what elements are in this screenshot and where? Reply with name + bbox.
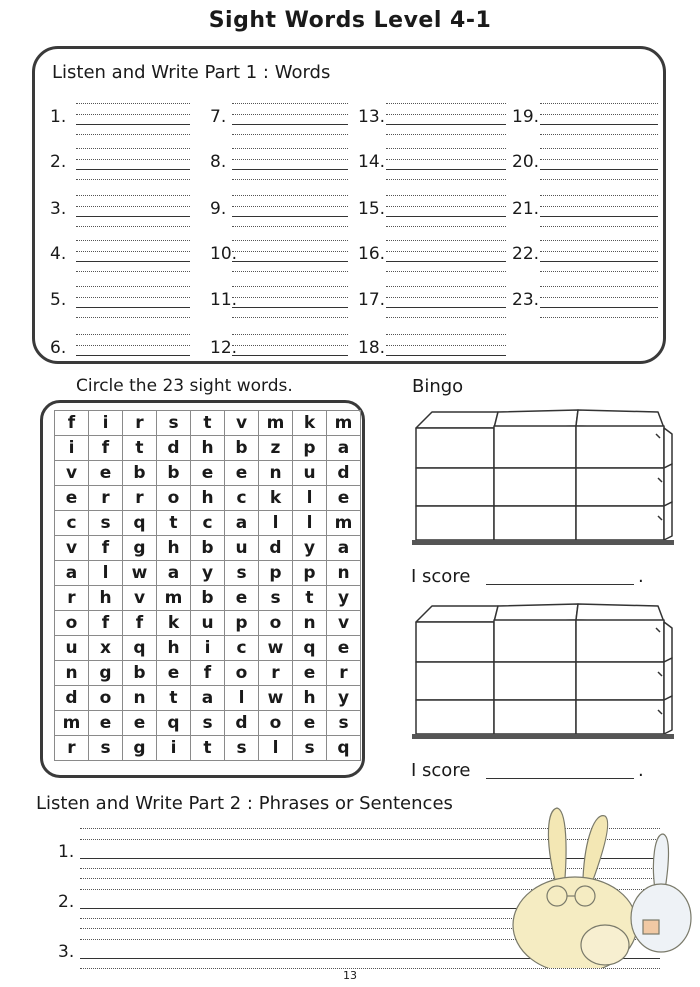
guide-line-dotted: [76, 159, 190, 160]
answer-line[interactable]: [232, 216, 348, 217]
grid-cell[interactable]: m: [259, 411, 293, 436]
grid-cell[interactable]: o: [259, 711, 293, 736]
grid-cell[interactable]: h: [191, 486, 225, 511]
bingo-board-1: [408, 404, 676, 554]
answer-line[interactable]: [540, 124, 658, 125]
guide-line-dotted: [540, 297, 658, 298]
grid-cell[interactable]: e: [89, 461, 123, 486]
grid-cell[interactable]: o: [259, 611, 293, 636]
grid-cell[interactable]: d: [225, 711, 259, 736]
guide-line-dotted: [540, 226, 658, 227]
answer-line[interactable]: [386, 261, 506, 262]
part1-item-number: 1.: [50, 107, 67, 127]
grid-cell[interactable]: t: [191, 736, 225, 761]
grid-cell[interactable]: r: [123, 411, 157, 436]
grid-cell[interactable]: e: [327, 636, 361, 661]
guide-line-dotted: [76, 240, 190, 241]
part2-item-number: 1.: [58, 842, 75, 862]
grid-cell[interactable]: y: [327, 586, 361, 611]
grid-cell[interactable]: q: [123, 636, 157, 661]
guide-line-dotted: [386, 317, 506, 318]
grid-cell[interactable]: h: [89, 586, 123, 611]
answer-line[interactable]: [232, 261, 348, 262]
grid-cell[interactable]: i: [191, 636, 225, 661]
grid-cell[interactable]: w: [259, 686, 293, 711]
guide-line-dotted: [386, 286, 506, 287]
part1-item-number: 15.: [358, 199, 386, 219]
guide-line-dotted: [232, 251, 348, 252]
part1-item-number: 17.: [358, 290, 386, 310]
guide-line-dotted: [76, 334, 190, 335]
grid-cell[interactable]: h: [293, 686, 327, 711]
grid-cell[interactable]: r: [89, 486, 123, 511]
answer-line[interactable]: [76, 355, 190, 356]
grid-cell[interactable]: u: [191, 611, 225, 636]
guide-line-dotted: [232, 334, 348, 335]
part1-item-number: 16.: [358, 244, 386, 264]
guide-line-dotted: [540, 251, 658, 252]
grid-cell[interactable]: p: [293, 561, 327, 586]
guide-line-dotted: [76, 148, 190, 149]
grid-cell[interactable]: f: [55, 411, 89, 436]
grid-cell[interactable]: l: [293, 511, 327, 536]
guide-line-dotted: [386, 240, 506, 241]
grid-cell[interactable]: s: [89, 736, 123, 761]
answer-line[interactable]: [232, 307, 348, 308]
answer-line[interactable]: [386, 124, 506, 125]
answer-line[interactable]: [540, 307, 658, 308]
part2-heading: Listen and Write Part 2 : Phrases or Sentences: [36, 793, 453, 814]
grid-cell[interactable]: s: [259, 586, 293, 611]
grid-cell[interactable]: p: [259, 561, 293, 586]
grid-row: [55, 586, 361, 611]
grid-cell[interactable]: e: [89, 711, 123, 736]
guide-line-dotted: [76, 271, 190, 272]
grid-cell[interactable]: f: [89, 436, 123, 461]
grid-cell[interactable]: g: [123, 736, 157, 761]
part1-item-number: 10.: [210, 244, 238, 264]
grid-cell[interactable]: a: [225, 511, 259, 536]
guide-line-dotted: [232, 195, 348, 196]
guide-line-dotted: [232, 103, 348, 104]
grid-cell[interactable]: s: [327, 711, 361, 736]
guide-line-dotted: [540, 134, 658, 135]
grid-row: [55, 411, 361, 436]
grid-cell[interactable]: c: [191, 511, 225, 536]
score-line-1[interactable]: [486, 584, 634, 585]
page-number: 13: [343, 969, 357, 982]
guide-line-dotted: [540, 240, 658, 241]
grid-cell[interactable]: b: [191, 536, 225, 561]
grid-cell[interactable]: h: [191, 436, 225, 461]
guide-line-dotted: [540, 271, 658, 272]
part1-item-number: 22.: [512, 244, 540, 264]
guide-line-dotted: [76, 317, 190, 318]
grid-cell[interactable]: k: [259, 486, 293, 511]
guide-line-dotted: [386, 226, 506, 227]
grid-cell[interactable]: d: [55, 686, 89, 711]
part1-item-number: 14.: [358, 152, 386, 172]
grid-cell[interactable]: q: [327, 736, 361, 761]
grid-cell[interactable]: p: [225, 611, 259, 636]
part1-item-number: 7.: [210, 107, 227, 127]
guide-line-dotted: [232, 226, 348, 227]
guide-line-dotted: [76, 226, 190, 227]
grid-cell[interactable]: n: [293, 611, 327, 636]
grid-row: [55, 536, 361, 561]
grid-cell[interactable]: l: [225, 686, 259, 711]
grid-cell[interactable]: s: [89, 511, 123, 536]
grid-cell[interactable]: d: [157, 436, 191, 461]
guide-line-dotted: [76, 134, 190, 135]
guide-line-dotted: [232, 148, 348, 149]
grid-cell[interactable]: k: [293, 411, 327, 436]
grid-row: [55, 736, 361, 761]
answer-line[interactable]: [232, 124, 348, 125]
grid-cell[interactable]: v: [123, 586, 157, 611]
guide-line-dotted: [386, 251, 506, 252]
grid-cell[interactable]: o: [225, 661, 259, 686]
part1-item-number: 18.: [358, 338, 386, 358]
guide-line-dotted: [540, 148, 658, 149]
guide-line-dotted: [540, 317, 658, 318]
grid-cell[interactable]: i: [157, 736, 191, 761]
grid-cell[interactable]: w: [259, 636, 293, 661]
part1-item-number: 3.: [50, 199, 67, 219]
guide-line-dotted: [232, 345, 348, 346]
grid-row: [55, 611, 361, 636]
grid-cell[interactable]: e: [293, 711, 327, 736]
grid-cell[interactable]: b: [123, 461, 157, 486]
answer-line[interactable]: [386, 169, 506, 170]
answer-line[interactable]: [76, 124, 190, 125]
guide-line-dotted: [232, 286, 348, 287]
part1-heading: Listen and Write Part 1 : Words: [52, 62, 331, 83]
grid-cell[interactable]: s: [225, 736, 259, 761]
grid-cell[interactable]: v: [225, 411, 259, 436]
grid-cell[interactable]: r: [259, 661, 293, 686]
answer-line[interactable]: [76, 216, 190, 217]
bingo-board-2: [408, 598, 676, 748]
grid-cell[interactable]: e: [225, 586, 259, 611]
grid-row: [55, 461, 361, 486]
guide-line-dotted: [76, 251, 190, 252]
grid-row: [55, 436, 361, 461]
grid-cell[interactable]: e: [55, 486, 89, 511]
part1-item-number: 8.: [210, 152, 227, 172]
grid-cell[interactable]: y: [191, 561, 225, 586]
part1-item-number: 9.: [210, 199, 227, 219]
guide-line-dotted: [232, 179, 348, 180]
grid-cell[interactable]: o: [89, 686, 123, 711]
guide-line-dotted: [232, 134, 348, 135]
grid-cell[interactable]: g: [123, 536, 157, 561]
answer-line[interactable]: [76, 307, 190, 308]
part1-item-number: 21.: [512, 199, 540, 219]
grid-cell[interactable]: c: [225, 636, 259, 661]
grid-cell[interactable]: n: [123, 686, 157, 711]
grid-cell[interactable]: e: [293, 661, 327, 686]
grid-cell[interactable]: r: [123, 486, 157, 511]
grid-cell[interactable]: b: [191, 586, 225, 611]
grid-cell[interactable]: u: [293, 461, 327, 486]
grid-cell[interactable]: l: [259, 736, 293, 761]
guide-line-dotted: [386, 206, 506, 207]
score-line-2[interactable]: [486, 778, 634, 779]
grid-cell[interactable]: c: [55, 511, 89, 536]
grid-cell[interactable]: p: [293, 436, 327, 461]
guide-line-dotted: [540, 206, 658, 207]
grid-row: [55, 686, 361, 711]
answer-line[interactable]: [386, 307, 506, 308]
grid-row: [55, 711, 361, 736]
part1-item-number: 23.: [512, 290, 540, 310]
guide-line-dotted: [540, 195, 658, 196]
grid-cell[interactable]: e: [123, 711, 157, 736]
guide-line-dotted: [386, 297, 506, 298]
guide-line-dotted: [386, 271, 506, 272]
grid-cell[interactable]: d: [259, 536, 293, 561]
worksheet-title: Sight Words Level 4-1: [208, 8, 492, 33]
guide-line-dotted: [386, 345, 506, 346]
grid-cell[interactable]: g: [89, 661, 123, 686]
guide-line-dotted: [76, 345, 190, 346]
answer-line[interactable]: [540, 216, 658, 217]
part2-item-number: 2.: [58, 892, 75, 912]
grid-cell[interactable]: t: [191, 411, 225, 436]
grid-cell[interactable]: b: [123, 661, 157, 686]
grid-cell[interactable]: u: [55, 636, 89, 661]
guide-line-dotted: [76, 179, 190, 180]
grid-cell[interactable]: t: [293, 586, 327, 611]
grid-cell[interactable]: e: [157, 661, 191, 686]
grid-cell[interactable]: k: [157, 611, 191, 636]
score-period-1: .: [638, 566, 644, 587]
grid-cell[interactable]: b: [225, 436, 259, 461]
score-label-2: I score: [411, 760, 471, 781]
grid-cell[interactable]: q: [293, 636, 327, 661]
grid-cell[interactable]: a: [327, 436, 361, 461]
guide-line-dotted: [76, 114, 190, 115]
grid-cell[interactable]: e: [191, 461, 225, 486]
grid-cell[interactable]: t: [157, 511, 191, 536]
wordsearch-heading: Circle the 23 sight words.: [76, 376, 293, 396]
grid-cell[interactable]: f: [123, 611, 157, 636]
grid-cell[interactable]: e: [327, 486, 361, 511]
answer-line[interactable]: [232, 355, 348, 356]
grid-row: [55, 661, 361, 686]
grid-cell[interactable]: s: [191, 711, 225, 736]
part1-item-number: 2.: [50, 152, 67, 172]
grid-cell[interactable]: m: [327, 511, 361, 536]
guide-line-dotted: [386, 103, 506, 104]
grid-cell[interactable]: h: [157, 636, 191, 661]
answer-line[interactable]: [540, 261, 658, 262]
grid-cell[interactable]: z: [259, 436, 293, 461]
guide-line-dotted: [540, 114, 658, 115]
grid-cell[interactable]: m: [327, 411, 361, 436]
part2-item-number: 3.: [58, 942, 75, 962]
guide-line-dotted: [232, 159, 348, 160]
grid-cell[interactable]: a: [55, 561, 89, 586]
guide-line-dotted: [540, 103, 658, 104]
answer-line[interactable]: [386, 355, 506, 356]
guide-line-dotted: [386, 114, 506, 115]
part1-item-number: 4.: [50, 244, 67, 264]
grid-cell[interactable]: i: [55, 436, 89, 461]
grid-cell[interactable]: o: [55, 611, 89, 636]
answer-line[interactable]: [76, 261, 190, 262]
grid-row: [55, 561, 361, 586]
guide-line-dotted: [232, 317, 348, 318]
grid-cell[interactable]: r: [327, 661, 361, 686]
grid-row: [55, 486, 361, 511]
grid-cell[interactable]: l: [293, 486, 327, 511]
grid-cell[interactable]: n: [55, 661, 89, 686]
guide-line-dotted: [76, 103, 190, 104]
bingo-heading: Bingo: [412, 376, 464, 397]
grid-cell[interactable]: r: [55, 586, 89, 611]
part1-item-number: 5.: [50, 290, 67, 310]
grid-cell[interactable]: e: [225, 461, 259, 486]
grid-cell[interactable]: t: [123, 436, 157, 461]
grid-cell[interactable]: b: [157, 461, 191, 486]
grid-cell[interactable]: i: [89, 411, 123, 436]
grid-cell[interactable]: m: [55, 711, 89, 736]
guide-line-dotted: [386, 148, 506, 149]
part1-item-number: 6.: [50, 338, 67, 358]
guide-line-dotted: [386, 179, 506, 180]
grid-cell[interactable]: a: [157, 561, 191, 586]
grid-cell[interactable]: r: [55, 736, 89, 761]
grid-cell[interactable]: o: [157, 486, 191, 511]
guide-line-dotted: [76, 206, 190, 207]
grid-cell[interactable]: t: [157, 686, 191, 711]
part1-item-number: 11.: [210, 290, 238, 310]
grid-cell[interactable]: c: [225, 486, 259, 511]
grid-cell[interactable]: q: [157, 711, 191, 736]
grid-cell[interactable]: n: [259, 461, 293, 486]
guide-line-dotted: [232, 206, 348, 207]
grid-cell[interactable]: l: [259, 511, 293, 536]
grid-cell[interactable]: u: [225, 536, 259, 561]
grid-cell[interactable]: v: [55, 536, 89, 561]
guide-line-dotted: [386, 334, 506, 335]
guide-line-dotted: [232, 114, 348, 115]
guide-line-dotted: [76, 195, 190, 196]
grid-cell[interactable]: a: [191, 686, 225, 711]
grid-cell[interactable]: v: [327, 611, 361, 636]
grid-cell[interactable]: y: [327, 686, 361, 711]
rabbit-illustration: [505, 800, 695, 968]
part1-item-number: 12.: [210, 338, 238, 358]
guide-line-dotted: [76, 286, 190, 287]
guide-line-dotted: [232, 297, 348, 298]
grid-cell[interactable]: n: [327, 561, 361, 586]
grid-cell[interactable]: f: [191, 661, 225, 686]
part1-item-number: 19.: [512, 107, 540, 127]
answer-line[interactable]: [76, 169, 190, 170]
grid-cell[interactable]: x: [89, 636, 123, 661]
grid-cell[interactable]: l: [89, 561, 123, 586]
answer-line[interactable]: [232, 169, 348, 170]
score-label-1: I score: [411, 566, 471, 587]
guide-line-dotted: [540, 159, 658, 160]
grid-cell[interactable]: y: [293, 536, 327, 561]
grid-cell[interactable]: f: [89, 611, 123, 636]
part1-item-number: 20.: [512, 152, 540, 172]
grid-cell[interactable]: v: [55, 461, 89, 486]
guide-line-dotted: [386, 159, 506, 160]
grid-cell[interactable]: s: [157, 411, 191, 436]
wordsearch-grid: [54, 410, 361, 761]
grid-cell[interactable]: s: [225, 561, 259, 586]
grid-cell[interactable]: m: [157, 586, 191, 611]
grid-cell[interactable]: d: [327, 461, 361, 486]
grid-cell[interactable]: s: [293, 736, 327, 761]
score-period-2: .: [638, 760, 644, 781]
answer-line[interactable]: [540, 169, 658, 170]
grid-cell[interactable]: f: [89, 536, 123, 561]
guide-line-dotted: [386, 134, 506, 135]
guide-line-dotted: [232, 271, 348, 272]
grid-cell[interactable]: h: [157, 536, 191, 561]
grid-row: [55, 636, 361, 661]
grid-cell[interactable]: q: [123, 511, 157, 536]
grid-row: [55, 511, 361, 536]
guide-line-dotted: [76, 297, 190, 298]
part1-item-number: 13.: [358, 107, 386, 127]
answer-line[interactable]: [386, 216, 506, 217]
grid-cell[interactable]: a: [327, 536, 361, 561]
grid-cell[interactable]: w: [123, 561, 157, 586]
guide-line-dotted: [540, 179, 658, 180]
guide-line-dotted: [540, 286, 658, 287]
guide-line-dotted: [232, 240, 348, 241]
guide-line-dotted: [386, 195, 506, 196]
